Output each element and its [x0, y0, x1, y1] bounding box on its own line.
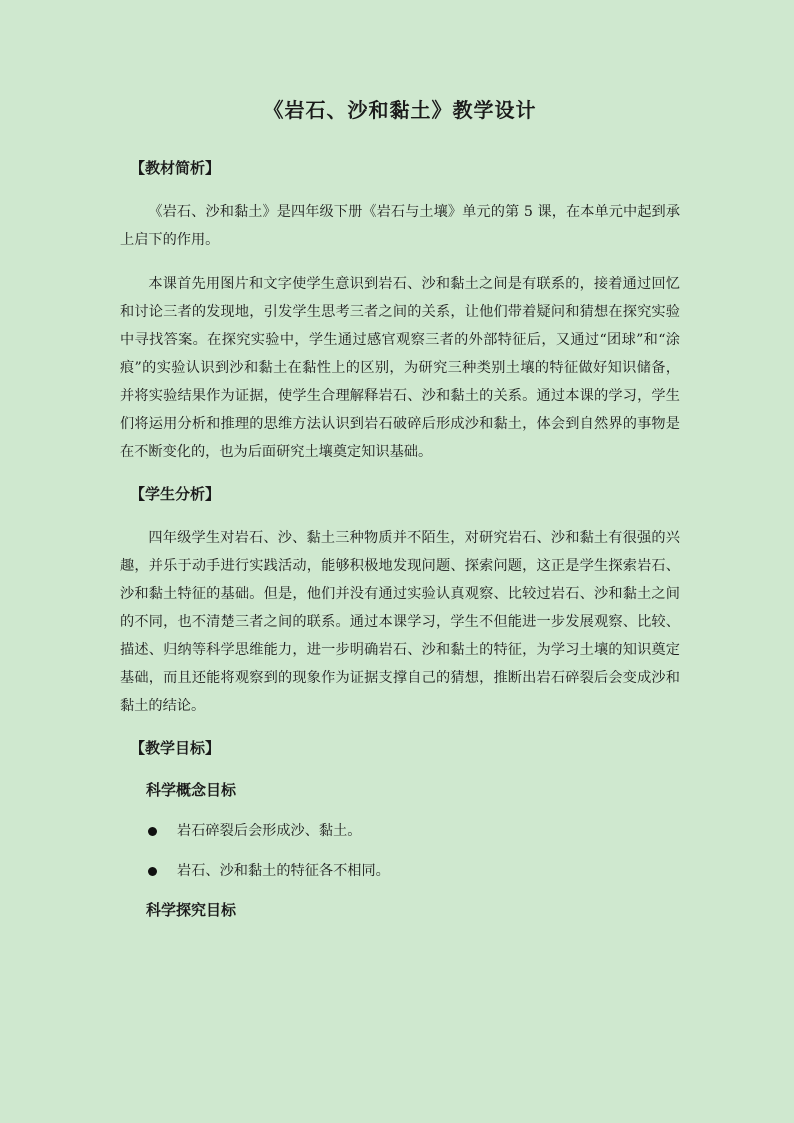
subheading-science-inquiry-goals: 科学探究目标 [146, 901, 237, 919]
paragraph: 本课首先用图片和文字使学生意识到岩石、沙和黏土之间是有联系的，接着通过回忆和讨论三者的发现地，引发学生思考三者之间的关系，让他们带着疑问和猜想在探究实验中寻找答案。在探究实验中，学生通过感官观察三者的外部特征后，又通过“团球”和“涂痕”的实验认识到沙和黏土在黏性上的区别，为研究三种类别土壤的特征做好知识储备，并将实验结果作为证据，使学生合理解释岩石、沙和黏土的关系。通过本课的学习，学生们将运用分析和推理的思维方法认识到岩石破碎后形成沙和黏土，体会到自然界的事物是在不断变化的，也为后面研究土壤奠定知识基础。 [120, 276, 680, 460]
document-title: 《岩石、沙和黏土》教学设计 [263, 98, 537, 122]
section-heading-student-analysis: 【学生分析】 [130, 485, 221, 503]
list-item-text: 岩石、沙和黏土的特征各不相同。 [177, 863, 390, 879]
section-heading-textbook-analysis: 【教材简析】 [130, 159, 221, 177]
paragraph: 《岩石、沙和黏土》是四年级下册《岩石与土壤》单元的第 5 课，在本单元中起到承上启下的作用。 [120, 204, 680, 248]
bullet-icon [148, 867, 157, 876]
paragraph: 四年级学生对岩石、沙、黏土三种物质并不陌生，对研究岩石、沙和黏土有很强的兴趣，并乐于动手进行实践活动，能够积极地发现问题、探索问题，这正是学生探索岩石、沙和黏土特征的基础。但是，他们并没有通过实验认真观察、比较过岩石、沙和黏土之间的不同，也不清楚三者之间的联系。通过本课学习，学生不但能进一步发展观察、比较、描述、归纳等科学思维能力，进一步明确岩石、沙和黏土的特征，为学习土壤的知识奠定基础，而且还能将观察到的现象作为证据支撑自己的猜想，推断出岩石碎裂后会变成沙和黏土的结论。 [120, 530, 680, 714]
bullet-icon [148, 827, 157, 836]
list-item [120, 858, 680, 884]
list-item-text: 岩石碎裂后会形成沙、黏土。 [177, 823, 362, 839]
section-heading-teaching-goals: 【教学目标】 [130, 739, 221, 757]
subheading-science-concept-goals: 科学概念目标 [146, 781, 237, 799]
document-page [120, 96, 680, 938]
list-item [120, 818, 680, 844]
